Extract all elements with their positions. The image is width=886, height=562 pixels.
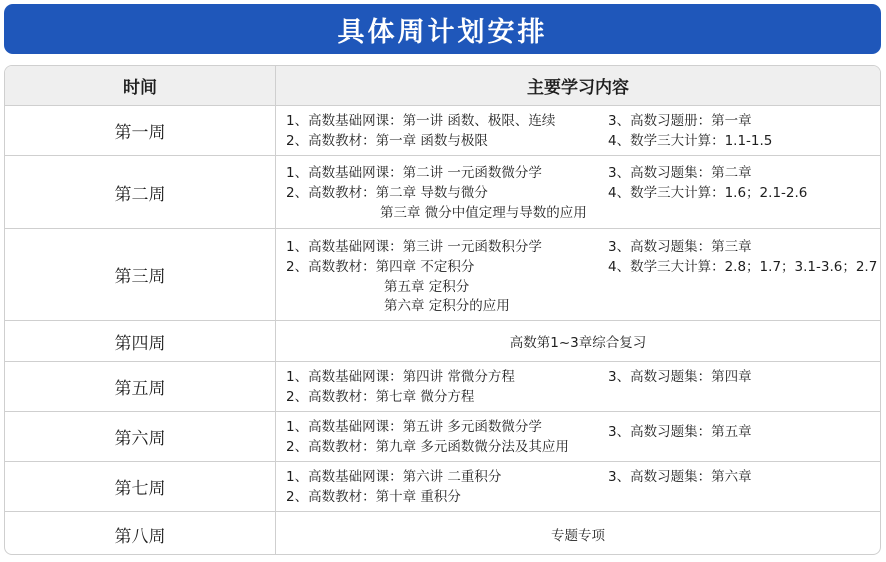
content-line: 2、高数教材：第一章 函数与极限 bbox=[286, 133, 488, 149]
content-line: 2、高数教材：第七章 微分方程 bbox=[286, 389, 475, 405]
table-row bbox=[5, 228, 880, 320]
content-line: 2、高数教材：第四章 不定积分 bbox=[286, 259, 475, 275]
content-line: 2、高数教材：第九章 多元函数微分法及其应用 bbox=[286, 439, 569, 455]
page-title: 具体周计划安排 bbox=[337, 16, 548, 48]
week-content bbox=[276, 462, 880, 511]
title-banner bbox=[4, 4, 881, 54]
content-line: 第五章 定积分 bbox=[384, 279, 470, 295]
content-line: 1、高数基础网课：第六讲 二重积分 bbox=[286, 469, 502, 485]
content-line: 3、高数习题集：第五章 bbox=[608, 424, 752, 440]
table-row bbox=[5, 411, 880, 461]
week-summary: 高数第1~3章综合复习 bbox=[509, 335, 647, 351]
content-line: 1、高数基础网课：第三讲 一元函数积分学 bbox=[286, 239, 542, 255]
content-line: 1、高数基础网课：第一讲 函数、极限、连续 bbox=[286, 113, 556, 129]
content-line: 3、高数习题集：第二章 bbox=[608, 165, 752, 181]
content-line: 3、高数习题册：第一章 bbox=[608, 113, 752, 129]
content-line: 3、高数习题集：第三章 bbox=[608, 239, 752, 255]
schedule-table bbox=[4, 65, 881, 555]
table-row bbox=[5, 320, 880, 361]
table-row bbox=[5, 105, 880, 155]
content-line: 1、高数基础网课：第四讲 常微分方程 bbox=[286, 369, 515, 385]
week-label: 第三周 bbox=[5, 229, 276, 320]
content-line: 2、高数教材：第十章 重积分 bbox=[286, 489, 461, 505]
table-row bbox=[5, 461, 880, 511]
week-content bbox=[276, 156, 880, 228]
content-line: 第三章 微分中值定理与导数的应用 bbox=[380, 205, 587, 221]
week-label: 第四周 bbox=[5, 321, 276, 361]
table-row bbox=[5, 361, 880, 411]
header-content: 主要学习内容 bbox=[527, 78, 629, 98]
week-summary: 专题专项 bbox=[551, 528, 605, 544]
content-line: 4、数学三大计算：1.6；2.1-2.6 bbox=[608, 185, 808, 201]
week-label: 第二周 bbox=[5, 156, 276, 228]
table-header-row bbox=[5, 66, 880, 105]
table-row bbox=[5, 511, 880, 555]
week-label: 第八周 bbox=[5, 512, 276, 555]
week-content bbox=[276, 362, 880, 411]
week-content bbox=[276, 412, 880, 461]
week-content bbox=[276, 229, 880, 320]
content-line: 4、数学三大计算：2.8；1.7；3.1-3.6；2.7 bbox=[608, 259, 878, 275]
table-row bbox=[5, 155, 880, 228]
week-content bbox=[276, 106, 880, 155]
content-line: 2、高数教材：第二章 导数与微分 bbox=[286, 185, 488, 201]
header-time: 时间 bbox=[5, 66, 276, 105]
week-label: 第一周 bbox=[5, 106, 276, 155]
week-label: 第六周 bbox=[5, 412, 276, 461]
content-line: 1、高数基础网课：第二讲 一元函数微分学 bbox=[286, 165, 542, 181]
content-line: 第六章 定积分的应用 bbox=[384, 298, 510, 314]
content-line: 4、数学三大计算：1.1-1.5 bbox=[608, 133, 773, 149]
week-label: 第七周 bbox=[5, 462, 276, 511]
content-line: 3、高数习题集：第四章 bbox=[608, 369, 752, 385]
week-label: 第五周 bbox=[5, 362, 276, 411]
content-line: 1、高数基础网课：第五讲 多元函数微分学 bbox=[286, 419, 542, 435]
content-line: 3、高数习题集：第六章 bbox=[608, 469, 752, 485]
